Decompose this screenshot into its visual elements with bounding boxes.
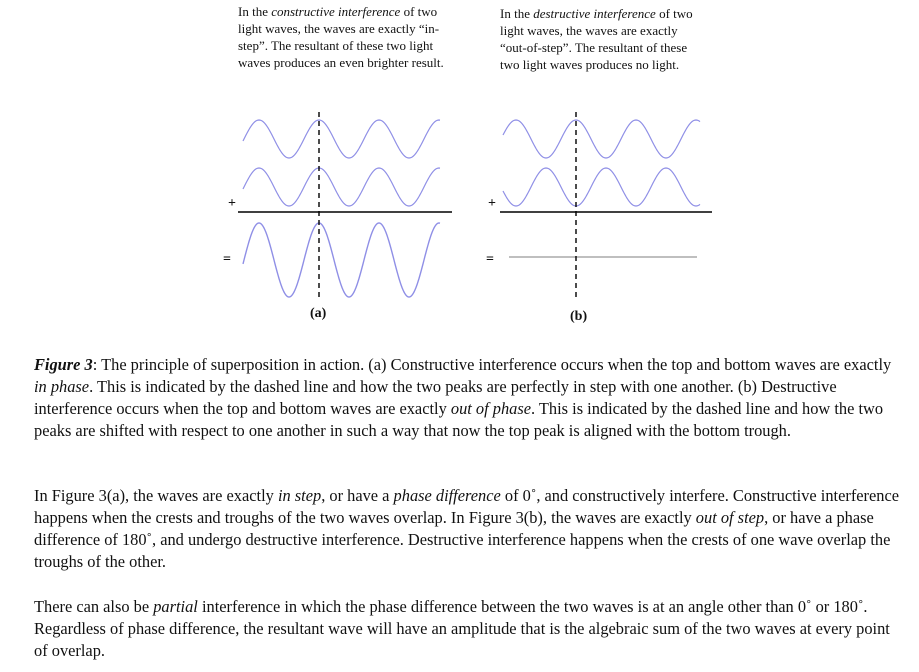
panel-b-plus-sign: + <box>488 196 496 211</box>
panel-a-equals-sign: = <box>223 252 231 267</box>
panel-a-caption-text-end: of two light waves, the waves are exactly “in-step”. The resultant of these two light waves produces an even brighter result. <box>238 4 444 70</box>
paragraph-text: . This is indicated by the dashed line and how the two peaks are shifted with respect to one another in such a way that now the top peak is aligned with the bottom trough. <box>34 399 884 440</box>
figure-label: Figure 3 <box>34 355 93 374</box>
paragraph-text: In Figure 3(a), the waves are exactly <box>34 486 278 505</box>
panel-a-resultant-wave <box>243 223 440 297</box>
emphasis-partial: partial <box>153 597 198 616</box>
panel-b-label: (b) <box>570 309 588 324</box>
paragraph-text: interference in which the phase difference between the two waves is at an angle other than 0˚ or 180˚. Regardless of phase difference, the resultant wave will have an amplitude that is the algebraic sum of the two waves at every point of overlap. <box>34 597 890 660</box>
phase-explanation-paragraph <box>34 485 900 573</box>
partial-interference-paragraph <box>34 596 900 662</box>
emphasis-in-step: in step <box>277 486 322 505</box>
emphasis-out-of-step: out of step <box>695 508 765 527</box>
panel-b-caption-emphasis: destructive interference <box>533 6 656 21</box>
panel-b-bottom-wave <box>503 168 700 206</box>
panel-b-equals-sign: = <box>486 252 494 267</box>
paragraph-text: . This is indicated by the dashed line and how the two peaks are perfectly in step with one another. (b) Destructive interference occurs when the top and bottom waves are exactly <box>34 377 837 418</box>
emphasis-in-phase: in phase <box>34 377 90 396</box>
paragraph-text: : The principle of superposition in action. (a) Constructive interference occurs when the top and bottom waves are exactly <box>92 355 892 374</box>
panel-a-plus-sign: + <box>228 196 236 211</box>
panel-a-label: (a) <box>310 306 327 321</box>
emphasis-out-of-phase: out of phase <box>450 399 532 418</box>
panel-b-caption-text-end: of two light waves, the waves are exactly “out-of-step”. The resultant of these two light waves produces no light. <box>500 6 693 72</box>
panel-a-bottom-wave <box>243 168 440 206</box>
paragraph-text: , or have a phase difference of 180˚, and undergo destructive interference. Destructive interference happens when the crests of one wave overlap the troughs of the other. <box>34 508 891 571</box>
emphasis-phase-difference: phase difference <box>393 486 501 505</box>
paragraph-text: of 0˚, and constructively interfere. Constructive interference happens when the crests and troughs of the two waves overlap. In Figure 3(b), the waves are exactly <box>34 486 900 527</box>
panel-b-caption-text: In the <box>500 6 534 21</box>
figure-caption-paragraph <box>34 354 900 442</box>
panel-a-caption-emphasis: constructive interference <box>271 4 401 19</box>
paragraph-text: , or have a <box>321 486 394 505</box>
paragraph-text: There can also be <box>34 597 154 616</box>
panel-a-caption-text: In the <box>238 4 272 19</box>
panel-b-top-wave <box>503 120 700 158</box>
panel-a-top-wave <box>243 120 440 158</box>
